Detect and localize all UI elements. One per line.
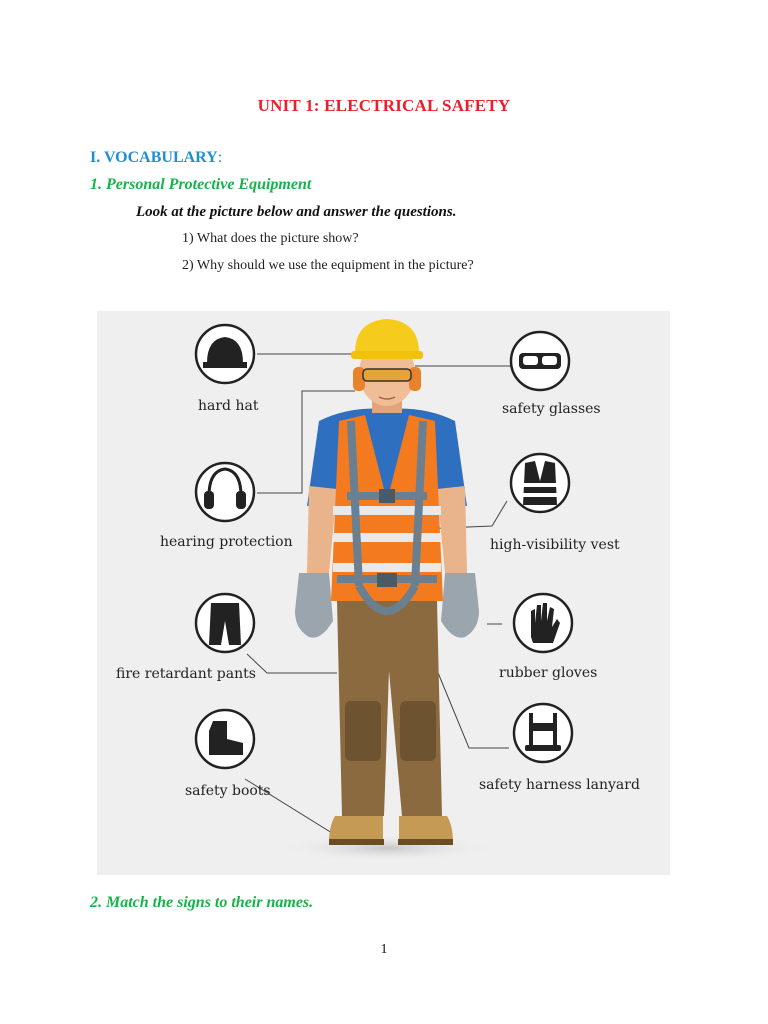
high-visibility-vest-icon bbox=[511, 454, 569, 512]
pants-kneepad-left bbox=[345, 701, 381, 761]
worker-hard-hat bbox=[355, 319, 419, 353]
label-hard-hat: hard hat bbox=[198, 398, 259, 414]
question-1: 1) What does the picture show? bbox=[182, 231, 359, 246]
page-number: 1 bbox=[380, 942, 388, 957]
label-safety-glasses: safety glasses bbox=[502, 401, 601, 417]
worker-boot-left bbox=[329, 816, 383, 843]
worker-safety-glasses bbox=[363, 369, 411, 381]
hearing-protection-icon bbox=[196, 463, 254, 521]
question-2: 2) Why should we use the equipment in the picture? bbox=[182, 258, 474, 273]
unit-title: UNIT 1: ELECTRICAL SAFETY bbox=[257, 96, 511, 115]
ppe-heading: 1. Personal Protective Equipment bbox=[90, 176, 312, 193]
worker-glove-right bbox=[441, 573, 479, 638]
label-safety-harness-lanyard: safety harness lanyard bbox=[479, 777, 640, 793]
match-heading: 2. Match the signs to their names. bbox=[90, 894, 314, 911]
label-high-visibility-vest: high-visibility vest bbox=[490, 537, 620, 553]
safety-harness-lanyard-icon bbox=[514, 704, 572, 762]
instruction-text: Look at the picture below and answer the questions. bbox=[136, 204, 457, 220]
vest-stripe-2 bbox=[333, 533, 441, 542]
label-safety-boots: safety boots bbox=[185, 783, 271, 799]
fire-retardant-pants-icon bbox=[196, 594, 254, 652]
label-fire-retardant-pants: fire retardant pants bbox=[116, 666, 256, 682]
vocabulary-label: I. VOCABULARY bbox=[90, 149, 218, 166]
floor-shadow bbox=[277, 834, 497, 862]
worker-arm-left bbox=[307, 486, 337, 573]
worker-boot-right bbox=[399, 816, 453, 843]
hard-hat-icon bbox=[196, 325, 254, 383]
safety-boots-icon bbox=[196, 710, 254, 768]
pants-kneepad-right bbox=[400, 701, 436, 761]
worker-figure bbox=[295, 319, 479, 845]
safety-glasses-icon bbox=[511, 332, 569, 390]
vocabulary-colon: : bbox=[217, 149, 223, 166]
vest-stripe-1 bbox=[333, 506, 441, 515]
worker-glove-left bbox=[295, 573, 333, 638]
label-rubber-gloves: rubber gloves bbox=[499, 665, 598, 681]
worker-arm-right bbox=[437, 486, 467, 573]
label-hearing-protection: hearing protection bbox=[160, 534, 293, 550]
vest-stripe-3 bbox=[333, 563, 441, 572]
connector-pants bbox=[247, 654, 337, 673]
ppe-illustration bbox=[97, 311, 670, 875]
vocabulary-heading bbox=[90, 149, 222, 167]
rubber-gloves-icon bbox=[514, 594, 572, 652]
